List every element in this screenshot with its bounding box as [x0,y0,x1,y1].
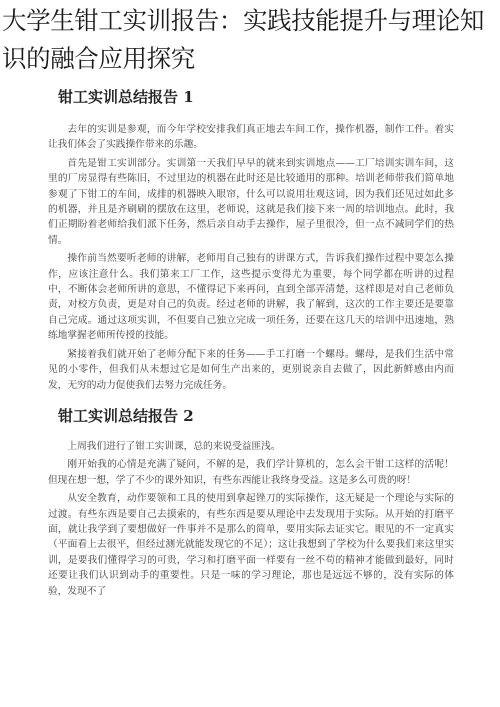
page-title: 大学生钳工实训报告：实践技能提升与理论知识的融合应用探究 [2,6,484,73]
section-1-paragraph: 去年的实训是参观，而今年学校安排我们真正地去车间工作，操作机器，制作工件。着实让我们体会了实践操作带来的乐趣。 [48,124,454,151]
section-2-paragraph: 从安全教育，动作要领和工具的使用到拿起锉刀的实际操作，这无疑是一个理论与实际的过渡。有些东西是要自己去摸索的，有些东西是要从理论中去发现用于实际。从开始的打磨平面，就让我学到了要想做好一件事并不是那么的简单，要用实际去证实它。眼见的不一定真实（平面看上去很平，但经过测光就能发现它的不足）；这让我想到了学校为什么要我们来这里实训，是要我们懂得学习的可贵，学习和打磨平面一样要有一丝不苟的精神才能做到最好，同时还要让我们认识到动手的重要性。只是一味的学习理论，那也是远远不够的，没有实际的体验，发现不了 [48,493,454,597]
section-2-paragraph: 刚开始我的心情是充满了疑问，不解的是，我们学计算机的，怎么会干钳工这样的活呢！但现在想一想，学了不少的课外知识，有些东西能让我终身受益。这是多么可贵的呀！ [48,459,454,486]
section-1-paragraph: 操作前当然要听老师的讲解，老师用自己独有的讲课方式，告诉我们操作过程中要怎么操作，应该注意什么。我们第来工厂工作，这些提示变得尤为重要，每个同学都在听讲的过程中，不断体会老师所讲的意思，不懂得记下来再问，直到全部弄清楚，这样即是对自己老师负责，对校方负责，更是对自己的负责。经过老师的讲解，我了解到，这次的工作主要还是要靠自己完成。通过这项实训，不但要自己独立完成一项任务，还要在这几天的培训中迅速地，熟练地掌握老师所传授的技能。 [48,253,454,342]
section-2-paragraph: 上周我们进行了钳工实训课，总的来说受益匪浅。 [67,440,281,452]
section-1-paragraph: 紧接着我们就开始了老师分配下来的任务——手工打磨一个螺母。螺母，是我们生活中常见的小零件，但我们从未想过它是如何生产出来的，更别说亲自去做了，因此新鲜感由内而发，无穷的动力促使我们去努力完成任务。 [48,348,454,391]
section-2-heading: 钳工实训总结报告 2 [58,406,194,425]
section-1-paragraph: 首先是钳工实训部分。实训第一天我们早早的就来到实训地点——工厂培训实训车间，这里的厂房显得有些陈旧，不过里边的机器在此时还是比较通用的那种。培训老师带我们简单地参观了下钳工的车间，成排的机器映入眼帘，什么可以说用壮观这词，因为我们还见过如此多的机器，并且是齐刷刷的摆放在这里，老师说，这就是我们接下来一周的培训地点。此时，我们正期盼着老师给我们派下任务，然后亲自动手去操作，屋子里很冷，但一点不减同学们的热情。 [48,157,454,246]
scanned-document [48,86,454,602]
section-1-heading: 钳工实训总结报告 1 [58,88,194,106]
